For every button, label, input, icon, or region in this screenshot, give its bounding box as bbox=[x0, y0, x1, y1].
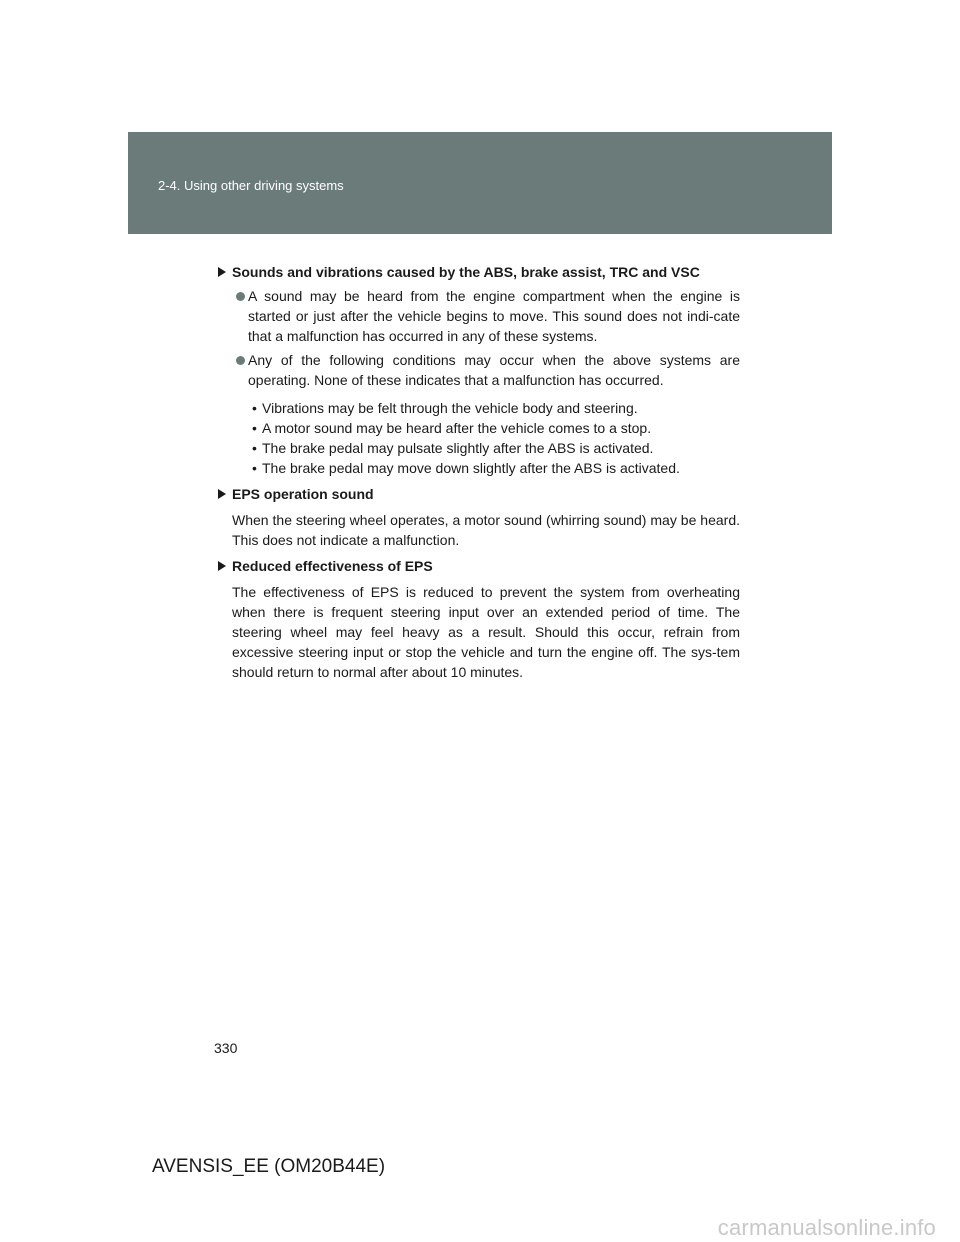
heading-text: Reduced effectiveness of EPS bbox=[232, 558, 433, 574]
paragraph: When the steering wheel operates, a motor sound (whirring sound) may be heard. This does not indicate a malfunction. bbox=[232, 512, 740, 548]
condition-list bbox=[216, 398, 740, 478]
page-content bbox=[216, 262, 740, 688]
circle-bullet-icon bbox=[236, 292, 245, 301]
list-item-text: The brake pedal may pulsate slightly after the ABS is activated. bbox=[262, 440, 654, 456]
list-item: • The brake pedal may move down slightly after the ABS is activated. bbox=[252, 460, 680, 476]
list-item: • The brake pedal may pulsate slightly after the ABS is activated. bbox=[252, 440, 654, 456]
header-band bbox=[128, 132, 832, 234]
page-number: 330 bbox=[214, 1040, 238, 1056]
list-item: • A motor sound may be heard after the vehicle comes to a stop. bbox=[252, 420, 652, 436]
list-item-text: A motor sound may be heard after the vehicle comes to a stop. bbox=[262, 420, 652, 436]
bullet-item bbox=[216, 350, 740, 390]
document-code: AVENSIS_EE (OM20B44E) bbox=[152, 1156, 386, 1177]
list-item-text: Vibrations may be felt through the vehicle body and steering. bbox=[262, 400, 638, 416]
triangle-bullet-icon bbox=[218, 267, 226, 277]
circle-bullet-icon bbox=[236, 356, 245, 365]
heading-sounds-vibrations bbox=[216, 262, 740, 282]
list-item-text: The brake pedal may move down slightly after the ABS is activated. bbox=[262, 460, 680, 476]
section-title: 2-4. Using other driving systems bbox=[158, 178, 344, 193]
list-item: • Vibrations may be felt through the vehicle body and steering. bbox=[252, 400, 638, 416]
heading-reduced-eps bbox=[216, 556, 740, 576]
bullet-text: A sound may be heard from the engine compartment when the engine is started or just after the vehicle begins to move. This sound does not indi-cate that a malfunction has occurred in any of these systems. bbox=[248, 288, 740, 344]
paragraph: The effectiveness of EPS is reduced to prevent the system from overheating when there is frequent steering input over an extended period of time. The steering wheel may feel heavy as a result. Should this occur, refrain from excessive steering input or stop the vehicle and turn the engine off. The sys-tem should return to normal after about 10 minutes. bbox=[232, 584, 740, 680]
bullet-text: Any of the following conditions may occur when the above systems are operating. None of these indicates that a malfunction has occurred. bbox=[248, 352, 740, 388]
watermark: carmanualsonline.info bbox=[717, 1215, 936, 1240]
triangle-bullet-icon bbox=[218, 489, 226, 499]
heading-text: Sounds and vibrations caused by the ABS, brake assist, TRC and VSC bbox=[232, 264, 700, 280]
bullet-item bbox=[216, 286, 740, 346]
triangle-bullet-icon bbox=[218, 561, 226, 571]
heading-eps-sound bbox=[216, 484, 740, 504]
heading-text: EPS operation sound bbox=[232, 486, 374, 502]
